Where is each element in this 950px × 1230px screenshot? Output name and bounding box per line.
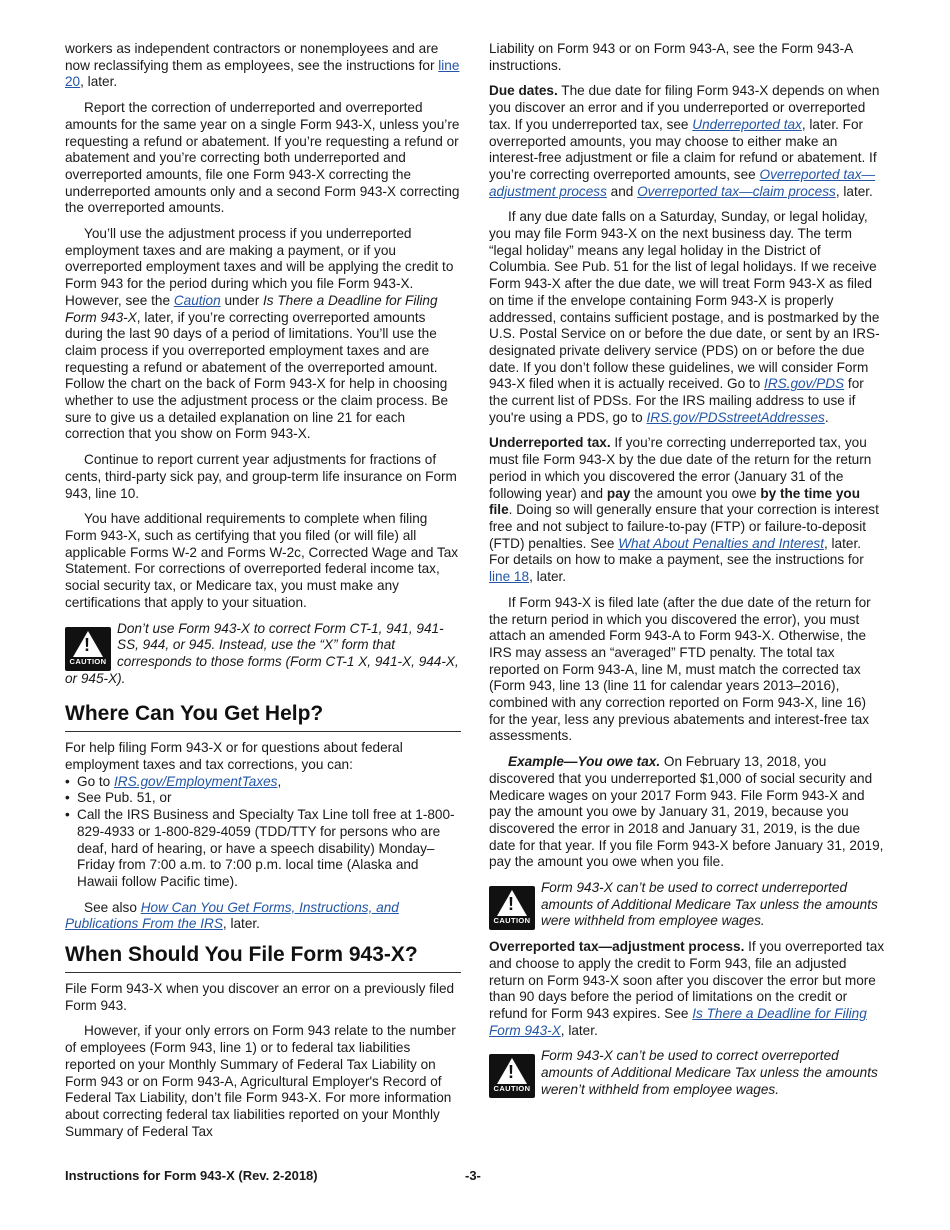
paragraph: Overreported tax—adjustment process. If you overreported tax and choose to apply the credit to Form 943, file an adjusted return on Form 943-X soon after you discover the error but more than 90 days before the period of limitations on the credit or refund for Form 943 expires. See Is There a Deadline for Filing Form 943-X, later. bbox=[489, 939, 885, 1038]
line-20-link[interactable]: line 20 bbox=[65, 57, 460, 90]
left-column bbox=[65, 41, 461, 1149]
list-item: • Go to IRS.gov/EmploymentTaxes, bbox=[65, 774, 461, 791]
paragraph: Underreported tax. If you’re correcting underreported tax, you must file Form 943-X by the due date of the return for the return period in which you discovered the error (January 31 of the following year) and pay the amount you owe by the time you file. Doing so will generally ensure that your correction is interest free and not subject to failure-to-pay (FTP) or failure-to-deposit (FTD) penalties. See What About Penalties and Interest, later. For details on how to make a payment, see the instructions for line 18, later. bbox=[489, 435, 879, 585]
paragraph: Example—You owe tax. On February 13, 2018, you discovered that you underreported $1,000 of social security and Medicare wages on your 2017 Form 943. File Form 943-X and pay the amount you owe by January 31, 2019, because you discovered the error in 2018 and January 31, 2019, is the due date for that year. If you file Form 943-X before January 31, 2019, pay the amount you owe when you file. bbox=[489, 754, 884, 870]
paragraph: Due dates. The due date for filing Form 943-X depends on when you discover an error and if you underreported or overreported tax. If you underreported tax, see Underreported tax, later. For overreported amounts, you may choose to either make an interest-free adjustment or file a claim for refund or abatement. If you’re correcting overreported amounts, see Overreported tax—adjustment process and Overreported tax—claim process, later. bbox=[489, 83, 880, 199]
page-number: -3- bbox=[465, 1168, 481, 1183]
employment-taxes-link[interactable]: IRS.gov/EmploymentTaxes bbox=[114, 773, 278, 789]
paragraph: If Form 943-X is filed late (after the due date of the return for the return period in which you discovered the error), you must attach an amended Form 943-A to Form 943-X. Otherwise, the IRS may assess an “averaged” FTD penalty. The total tax reported on Form 943-A, line M, must match the corrected tax (Form 943, line 13 (line 11 for calendar years 2013–2016), combined with any correction reported on Form 943-X, line 16) for the year, less any previous abatements and interest-free tax assessments. bbox=[489, 594, 871, 744]
claim-process-link[interactable]: Overreported tax—claim process bbox=[637, 183, 836, 199]
paragraph: You have additional requirements to complete when filing Form 943-X, such as certifying that you filed (or will file) all applicable Forms W-2 and Forms W-2c, Corrected Wage and Tax Statement. For corrections of overreported federal income tax, social security tax, or Medicare tax, you must make any certifications that apply to your situation. bbox=[65, 511, 459, 610]
caution-note bbox=[65, 621, 461, 688]
paragraph: File Form 943-X when you discover an error on a previously filed Form 943. bbox=[65, 981, 455, 1013]
line-18-link[interactable]: line 18 bbox=[489, 569, 530, 585]
right-column bbox=[489, 41, 885, 1107]
paragraph: Liability on Form 943 or on Form 943-A, see the Form 943-A instructions. bbox=[489, 41, 853, 73]
pds-street-addresses-link[interactable]: IRS.gov/PDSstreetAddresses bbox=[646, 409, 825, 425]
caution-icon: ! CAUTION bbox=[65, 627, 111, 671]
paragraph: If any due date falls on a Saturday, Sunday, or legal holiday, you may file Form 943-X on the next business day. The term “legal holiday” means any legal holiday in the District of Columbia. See Pub. 51 for the list of legal holidays. If we receive Form 943-X after the due date, we will treat Form 943-X as filed on time if the envelope containing Form 943-X is properly addressed, contains sufficient postage, and is postmarked by the U.S. Postal Service on or before the due date, or sent by an IRS-designated private delivery service (PDS) on or before the due date. If you don’t follow these guidelines, we will consider Form 943-X filed when it is actually received. Go to IRS.gov/PDS for the current list of PDSs. For the IRS mailing address to use if you're using a PDS, go to IRS.gov/PDSstreetAddresses. bbox=[489, 209, 880, 425]
caution-link[interactable]: Caution bbox=[173, 292, 221, 308]
caution-note bbox=[489, 880, 885, 930]
list-item: • Call the IRS Business and Specialty Tax Line toll free at 1-800-829-4933 or 1-800-829-4059 (TDD/TTY for persons who are deaf, hard of hearing, or have a speech disability) Monday–Friday from 7:00 a.m. to 7:00 p.m. local time (Alaska and Hawaii follow Pacific time). bbox=[65, 807, 461, 891]
help-list bbox=[65, 774, 461, 891]
list-item: • See Pub. 51, or bbox=[65, 790, 461, 807]
footer-title: Instructions for Form 943-X (Rev. 2-2018) bbox=[65, 1168, 318, 1183]
deadline-link[interactable]: Is There a Deadline for Filing Form 943-X bbox=[489, 1005, 867, 1038]
caution-note bbox=[489, 1048, 885, 1098]
paragraph: However, if your only errors on Form 943 relate to the number of employees (Form 943, line 1) or to federal tax liabilities reported on your Monthly Summary of Federal Tax Liability on Form 943 or on Form 943-A, Agricultural Employer's Record of Federal Tax Liability, don’t file Form 943-X. For more information about correcting federal tax liabilities reported on your Monthly Summary of Federal Tax bbox=[65, 1023, 456, 1139]
caution-icon: ! CAUTION bbox=[489, 1054, 535, 1098]
page-footer bbox=[65, 1168, 885, 1185]
paragraph: You’ll use the adjustment process if you underreported employment taxes and are making a payment, or if you overreported employment taxes and will be applying the credit to Form 943 for the period during which you file Form 943-X. However, see the Caution under Is There a Deadline for Filing Form 943-X, later, if you’re correcting overreported amounts during the last 90 days of a period of limitations. You’ll use the claim process if you overreported employment taxes and are requesting a refund or abatement of the overreported amount. Follow the chart on the back of Form 943-X for help in choosing whether to use the adjustment process or the claim process. Be sure to give us a detailed explanation on line 21 for each correction that you show on Form 943-X. bbox=[65, 226, 454, 442]
forms-instructions-link[interactable]: How Can You Get Forms, Instructions, and Publications From the IRS bbox=[65, 899, 399, 932]
underreported-tax-link[interactable]: Underreported tax bbox=[692, 116, 802, 132]
paragraph: workers as independent contractors or nonemployees and are now reclassifying them as employees, see the instructions for line 20, later. bbox=[65, 41, 460, 90]
paragraph: Report the correction of underreported and overreported amounts for the same year on a single Form 943-X, unless you’re requesting a refund or abatement. If you’re requesting a refund or abatement and you’re correcting both underreported and overreported amounts, file one Form 943-X correcting the underreported amounts only and a second Form 943-X correcting the overreported amounts. bbox=[65, 100, 460, 216]
paragraph: For help filing Form 943-X or for questions about federal employment taxes and tax corrections, you can: bbox=[65, 740, 403, 773]
caution-text: Don’t use Form 943-X to correct Form CT-1, 941, 941-SS, 944, or 945. Instead, use the “X” form that corresponds to those forms (Form CT-1 X, 941-X, 944-X, or 945-X). bbox=[65, 620, 459, 686]
caution-icon: ! CAUTION bbox=[489, 886, 535, 930]
irs-pds-link[interactable]: IRS.gov/PDS bbox=[764, 376, 845, 392]
paragraph: See also How Can You Get Forms, Instructions, and Publications From the IRS, later. bbox=[65, 899, 399, 932]
paragraph: Continue to report current year adjustments for fractions of cents, third-party sick pay, and group-term life insurance on Form 943, line 10. bbox=[65, 452, 457, 501]
adjustment-process-link[interactable]: Overreported tax—adjustment process bbox=[489, 166, 876, 199]
caution-text: Form 943-X can’t be used to correct overreported amounts of Additional Medicare Tax unless the amounts weren’t withheld from employee wages. bbox=[541, 1048, 878, 1097]
section-heading-help: Where Can You Get Help? bbox=[65, 701, 461, 732]
caution-text: Form 943-X can’t be used to correct underreported amounts of Additional Medicare Tax unless the amounts were withheld from employee wages. bbox=[541, 880, 878, 929]
penalties-interest-link[interactable]: What About Penalties and Interest bbox=[618, 535, 824, 551]
section-heading-when: When Should You File Form 943-X? bbox=[65, 942, 461, 973]
